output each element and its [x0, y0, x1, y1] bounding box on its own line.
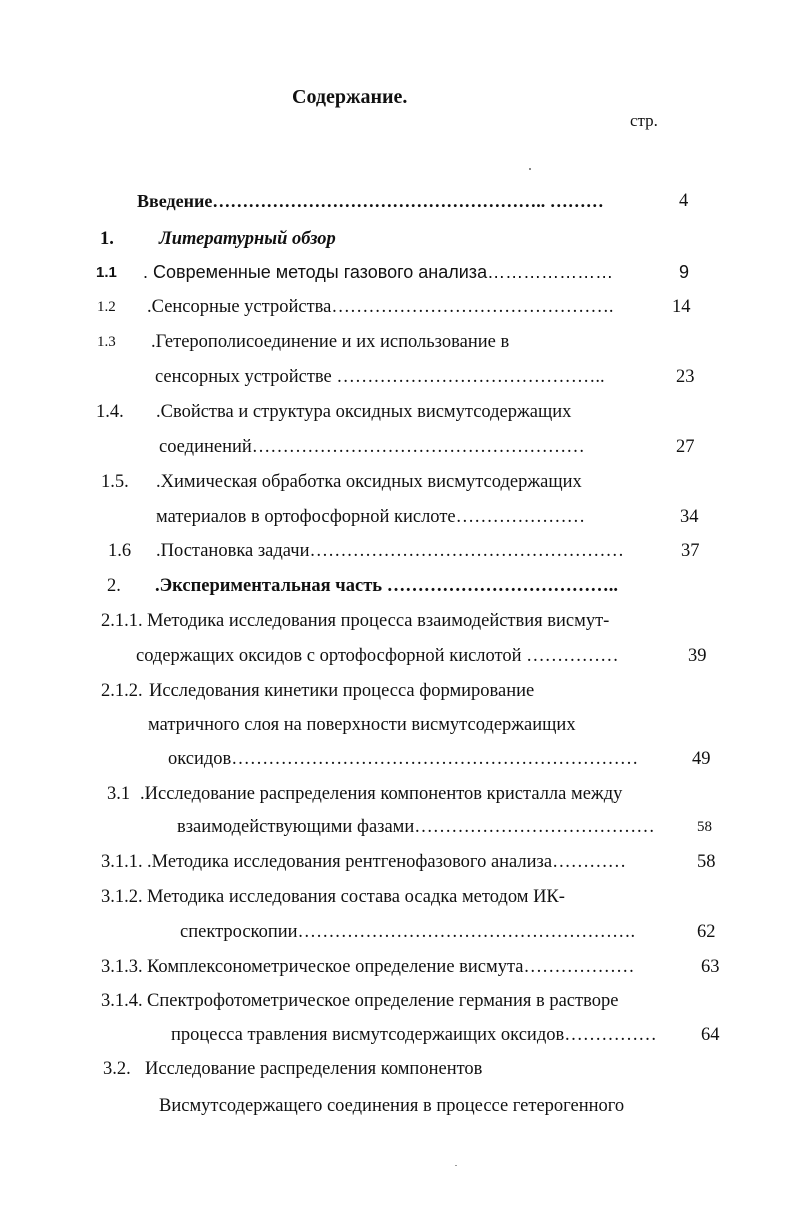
toc-entry-page: 27 [676, 437, 695, 457]
toc-entry-number: 1.5. [101, 472, 129, 492]
toc-entry-distribution[interactable]: .Исследование распределения компонентов кристалла между [140, 784, 623, 804]
toc-entry-continuation[interactable]: материалов в ортофосфорной кислоте………………… [156, 507, 586, 527]
toc-entry-gas-analysis[interactable]: . Современные методы газового анализа………………… [143, 262, 614, 282]
toc-entry-page: 64 [701, 1025, 720, 1045]
toc-entry-number: 1.6 [108, 541, 132, 561]
toc-entry-number: 3.2. [103, 1059, 131, 1079]
toc-entry-number: 2. [107, 576, 121, 596]
toc-entry-page: 39 [688, 646, 707, 666]
toc-entry-introduction[interactable] [137, 191, 604, 212]
toc-entry-number: 1.4. [96, 402, 124, 422]
toc-entry-sensor-devices[interactable]: .Сенсорные устройства………………………………………. [147, 297, 614, 317]
toc-entry-page: 63 [701, 957, 720, 977]
toc-entry-continuation[interactable]: содержащих оксидов с ортофосфорной кислотой …………… [136, 646, 619, 666]
toc-entry-page: 62 [697, 922, 716, 942]
toc-entry-page: 34 [680, 507, 699, 527]
toc-entry-continuation[interactable]: оксидов………………………………………………………… [168, 749, 639, 769]
toc-entry-page: 4 [679, 191, 689, 211]
toc-entry-continuation[interactable]: спектроскопии………………………………………………. [180, 922, 636, 942]
toc-entry-spectrophotometric[interactable]: Спектрофотометрическое определение германия в растворе [147, 991, 619, 1011]
toc-entry-continuation[interactable]: сенсорных устройстве …………………………………….. [155, 367, 605, 387]
toc-entry-xrd[interactable]: .Методика исследования рентгенофазового анализа………… [147, 852, 627, 872]
toc-entry-page: 9 [679, 262, 690, 282]
toc-entry-page: 14 [672, 297, 691, 317]
toc-entry-oxide-structure[interactable]: .Свойства и структура оксидных висмутсодержащих [156, 402, 572, 422]
toc-entry-number: 3.1.2. [101, 887, 143, 907]
toc-entry-experimental[interactable]: .Экспериментальная часть ……………………………….. [155, 576, 618, 596]
toc-entry-number: 3.1.4. [101, 991, 143, 1011]
scan-speck [529, 168, 531, 170]
page-column-label: стр. [630, 111, 658, 130]
toc-entry-number: 3.1.1. [101, 852, 143, 872]
toc-entry-number: 3.1 [107, 784, 131, 804]
toc-entry-continuation[interactable]: матричного слоя на поверхности висмутсодержаищих [148, 715, 576, 735]
toc-entry-text: Введение……………………………………………….. ……… [137, 191, 604, 211]
toc-entry-chemical-treatment[interactable]: .Химическая обработка оксидных висмутсодержащих [156, 472, 582, 492]
toc-entry-literature-review[interactable]: Литературный обзор [159, 229, 336, 249]
toc-entry-number: 1.1 [96, 264, 117, 281]
toc-entry-number: 1.2 [97, 299, 116, 315]
toc-entry-heteropoly[interactable]: .Гетерополисоединение и их использование в [151, 332, 510, 352]
toc-entry-number: 2.1.1. [101, 611, 143, 631]
toc-entry-continuation[interactable]: соединений……………………………………………… [159, 437, 585, 457]
page-title: Содержание. [292, 86, 408, 108]
toc-entry-page: 58 [697, 852, 716, 872]
toc-entry-complexometric[interactable]: Комплексонометрическое определение висмута……………… [147, 957, 635, 977]
toc-entry-methodology[interactable]: Методика исследования процесса взаимодействия висмут- [147, 611, 610, 631]
toc-entry-number: 1. [100, 229, 114, 249]
toc-entry-kinetics[interactable]: Исследования кинетики процесса формирование [149, 681, 535, 701]
toc-entry-page: 58 [697, 819, 712, 835]
toc-entry-problem-statement[interactable]: .Постановка задачи…………………………………………… [156, 541, 624, 561]
toc-entry-number: 1.3 [97, 334, 116, 350]
toc-entry-page: 37 [681, 541, 700, 561]
toc-entry-continuation[interactable]: Висмутсодержащего соединения в процессе гетерогенного [159, 1096, 625, 1116]
toc-entry-distribution-heterogeneous[interactable]: Исследование распределения компонентов [145, 1059, 483, 1079]
toc-entry-continuation[interactable]: взаимодействующими фазами………………………………… [177, 817, 655, 837]
toc-entry-number: 3.1.3. [101, 957, 143, 977]
toc-entry-ir[interactable]: Методика исследования состава осадка методом ИК- [147, 887, 565, 907]
scan-speck [455, 1165, 457, 1166]
toc-entry-number: 2.1.2. [101, 681, 143, 701]
toc-entry-page: 49 [692, 749, 711, 769]
toc-entry-continuation[interactable]: процесса травления висмутсодержаищих оксидов…………… [171, 1025, 657, 1045]
toc-entry-page: 23 [676, 367, 695, 387]
